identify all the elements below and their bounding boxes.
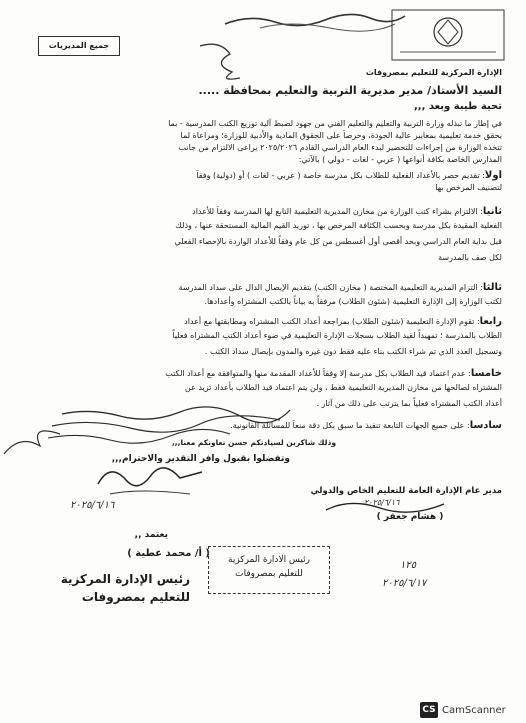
signature-scribble-icon <box>90 454 210 504</box>
intro-line: في إطار ما تبذله وزارة التربية والتعليم والتعليم الفني من جهود لضبط آلية توزيع الكتب المدرسية - بما <box>168 119 502 128</box>
item-number: رابعاً <box>479 316 502 327</box>
item-text: : تقوم الإدارة التعليمية (شئون الطلاب) بمراجعة أعداد الكتب المشتراه ومطابقتها مع أعداد <box>184 317 480 326</box>
left-signature <box>90 454 210 504</box>
item-number: ثالثاً <box>482 282 502 293</box>
item-text: المشتراه لصالحها من مخازن المديرية التعليمية فقط ، ولن يتم اعتماد قيد الطلاب بأعداد تزيد عن <box>184 383 502 392</box>
intro-line: المدارس الخاصة بكافة أنواعها ( عربي - لغات - دولي ) بالآتي: <box>298 155 502 164</box>
left-name: ( أ/ محمد عطية ) <box>127 548 210 559</box>
salutation: السيد الأستاذ/ مدير مديرية التربية والتعليم بمحافظة ..... <box>198 84 502 97</box>
item-text: وتسجيل العدد الذي تم شراء الكتب بناء عليه فقط دون غيره والمدون بإيصال سداد الكتب . <box>204 347 502 356</box>
camscanner-logo-icon: CS <box>420 702 438 718</box>
item-number: سادساً <box>469 420 502 431</box>
item-text: لكتب الوزارة إلى الإدارة التعليمية (شئون الطلاب) مرفقاً به بياناً بالكتب المشتراه وأعدادها. <box>204 297 502 306</box>
handwritten-initials-icon <box>190 38 250 86</box>
intro-paragraph <box>20 118 502 166</box>
item-number: خامساً <box>470 368 502 379</box>
left-yatamad: يعتمد ,, <box>134 530 168 540</box>
camscanner-badge <box>420 701 520 719</box>
item-number: أولاً <box>484 170 502 181</box>
camscanner-name: CamScanner <box>442 704 506 716</box>
ref-number: ١٢٥ <box>400 560 417 571</box>
handwritten-notes-scribble <box>0 404 300 460</box>
intro-line: يحقق خدمة تعليمية بمعايير عالية الجودة، وحرصاً على الحقوق المادية والأدبية للوزارة؛ ومراعاة لما <box>180 131 502 140</box>
head-title-line1: رئيس الإدارة المركزية <box>60 572 190 586</box>
official-stamp <box>208 546 330 594</box>
item-text: : على جميع الجهات التابعة تنفيذ ما سبق بكل دقة منعاً للمسائلة القانونية. <box>230 421 470 430</box>
gm-title: مدير عام الإدارة العامة للتعليم الخاص والدولي <box>310 486 502 496</box>
greeting: تحية طيبة وبعد ,,, <box>414 101 502 112</box>
item-third <box>20 282 502 310</box>
closing-line: وتفضلوا بقبول وافر التقدير والاحترام,,, <box>111 454 290 464</box>
intro-line: تتخذه الوزارة من إجراءات للتحضير لبدء العام الدراسي القادم ٢٠٢٥/٢٠٢٦ يراعى الالتزام من جانب <box>178 143 502 152</box>
item-sixth <box>212 420 502 432</box>
item-text: لتصنيف المرخص بها <box>435 183 502 192</box>
thanks-line: وذلك شاكرين لسيادتكم حسن تعاونكم معنا,,, <box>171 438 336 447</box>
stamp-line-2: للتعليم بمصروفات <box>235 569 303 579</box>
item-fourth <box>20 316 502 360</box>
gm-date: ٢٠٢٥/٦/١٦ <box>364 498 400 507</box>
item-number: ثانياً <box>482 206 502 217</box>
distribution-label: جميع المديريات <box>48 41 110 50</box>
item-text: : عدم اعتماد قيد الطلاب بكل مدرسة إلا وفقاً للأعداد المقدمة منها والمتوافقة مع أعداد الكتب <box>165 369 471 378</box>
ref-date: ٢٠٢٥/٦/١٧ <box>382 578 427 589</box>
item-text: الطلاب بالمدرسة ؛ تمهيداً لقيد الطلاب بسجلات الإدارة التعليمية في ضوء أعداد الكتب المشتراه فعلياً <box>172 331 502 340</box>
head-title-line2: للتعليم بمصروفات <box>81 590 190 604</box>
item-second <box>20 206 502 266</box>
item-text: : التزام المديرية التعليمية المختصة ( مخازن الكتب) بتقديم الإيصال الدال على سداد المدرسة <box>178 283 483 292</box>
ministry-logo <box>388 6 508 64</box>
ministry-emblem-icon <box>388 6 508 64</box>
gm-name: ( هشام جعفر ) <box>376 512 444 522</box>
item-text: أعداد الكتب المشتراه فعلياً بما يترتب على ذلك من آثار . <box>316 399 502 408</box>
item-text: الفعلية المقيدة بكل مدرسة وبحسب الكثافة المرخص بها ، توريد القيم المالية المستحقة عنها ، وذلك <box>175 221 502 230</box>
handwritten-initials <box>190 38 250 86</box>
item-text: : تقديم حصر بالأعداد الفعلية للطلاب بكل مدرسة خاصة ( عربي - لغات ) أو (دولية) وفقاً <box>196 171 485 180</box>
stamp-line-1: رئيس الادارة المركزية <box>228 555 310 565</box>
handwritten-margin-notes <box>0 404 300 460</box>
item-first <box>20 170 502 194</box>
item-text: لكل صف بالمدرسة <box>438 253 502 262</box>
handwritten-note-scribble <box>220 6 410 34</box>
dept-name: الإدارة المركزية للتعليم بمصروفات <box>365 68 502 77</box>
top-scribble-area <box>220 6 410 34</box>
distribution-box <box>38 36 120 56</box>
item-text: : الالتزام بشراء كتب الوزارة من مخازن المديرية التعليمية التابع لها المدرسة وفقاً للأعداد <box>192 207 483 216</box>
item-text: قبل بداية العام الدراسي وبحد أقصى أول أغسطس من كل عام وفقاً للأعداد الواردة بالإحصاء الفعلي <box>174 237 502 246</box>
left-date: ٢٠٢٥/٦/١٦ <box>70 500 115 511</box>
